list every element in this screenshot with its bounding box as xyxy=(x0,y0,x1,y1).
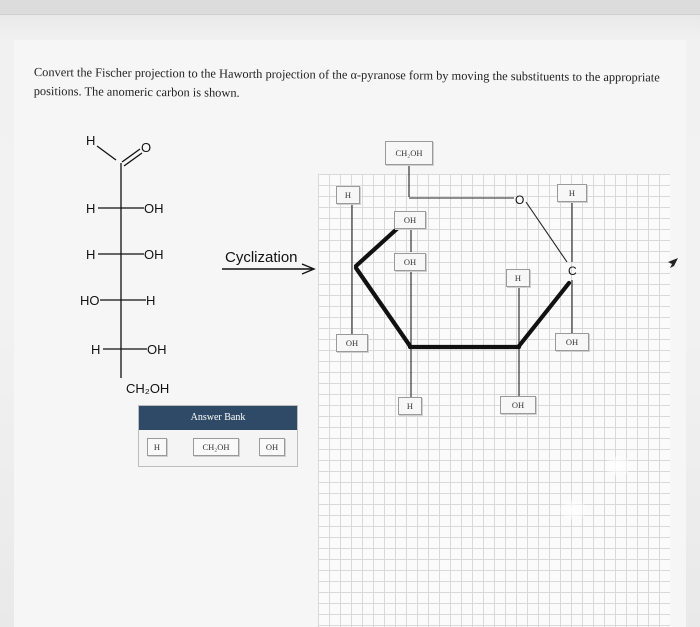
answer-bank xyxy=(138,405,298,467)
mouse-cursor-icon xyxy=(668,258,678,268)
answer-chip-oh[interactable]: OH xyxy=(259,438,285,456)
fischer-aldehyde-o: O xyxy=(141,140,152,155)
haworth-bold-ring xyxy=(356,217,569,347)
slot-c3-down[interactable]: H xyxy=(398,397,422,415)
ring-oxygen-label: O xyxy=(515,193,525,207)
slot-c1-up[interactable]: H xyxy=(557,184,587,202)
slot-c2-up[interactable]: H xyxy=(506,269,530,287)
photo-glare xyxy=(605,456,631,476)
answer-bank-title: Answer Bank xyxy=(139,406,297,430)
slot-c5-ch2oh[interactable]: CH₂OH xyxy=(385,141,433,165)
fischer-row-3-left: HO xyxy=(80,293,100,308)
slot-c3-mid[interactable]: OH xyxy=(394,253,426,271)
instructions-line-2: positions. The anomeric carbon is shown. xyxy=(33,83,240,100)
fischer-c1-o-double-bond-b xyxy=(124,153,142,166)
fischer-row-1-left: H xyxy=(86,201,96,216)
fischer-c1-o-double-bond-a xyxy=(122,149,140,162)
fischer-bottom-ch2oh: CH₂OH xyxy=(126,381,170,396)
fischer-projection xyxy=(97,146,147,378)
fischer-c1-h-bond xyxy=(97,146,116,160)
photo-glare xyxy=(560,500,586,520)
fischer-row-2-left: H xyxy=(86,247,96,262)
fischer-aldehyde-h: H xyxy=(86,133,96,148)
fischer-row-1-right: OH xyxy=(144,201,164,216)
slot-c3-up[interactable]: OH xyxy=(394,211,426,229)
haworth-thin-bonds xyxy=(352,166,572,398)
slot-c4-down[interactable]: OH xyxy=(336,334,368,352)
fischer-row-2-right: OH xyxy=(144,247,164,262)
instructions-line-1: Convert the Fischer projection to the Haworth projection of the α-pyranose form by moving the substituents to the appropriate xyxy=(33,64,660,85)
anomeric-carbon-label: C xyxy=(568,264,577,278)
answer-chip-ch2oh[interactable]: CH₂OH xyxy=(193,438,239,456)
slot-c1-down[interactable]: OH xyxy=(555,333,589,351)
cyclization-label: Cyclization xyxy=(225,249,298,266)
fischer-row-4-left: H xyxy=(91,342,101,357)
fischer-row-3-right: H xyxy=(146,293,156,308)
fischer-row-4-right: OH xyxy=(147,342,167,357)
slot-c4-up[interactable]: H xyxy=(336,186,360,204)
answer-chip-h[interactable]: H xyxy=(147,438,167,456)
slot-c2-down[interactable]: OH xyxy=(500,396,536,414)
ring-o-c1-bond xyxy=(526,202,567,262)
